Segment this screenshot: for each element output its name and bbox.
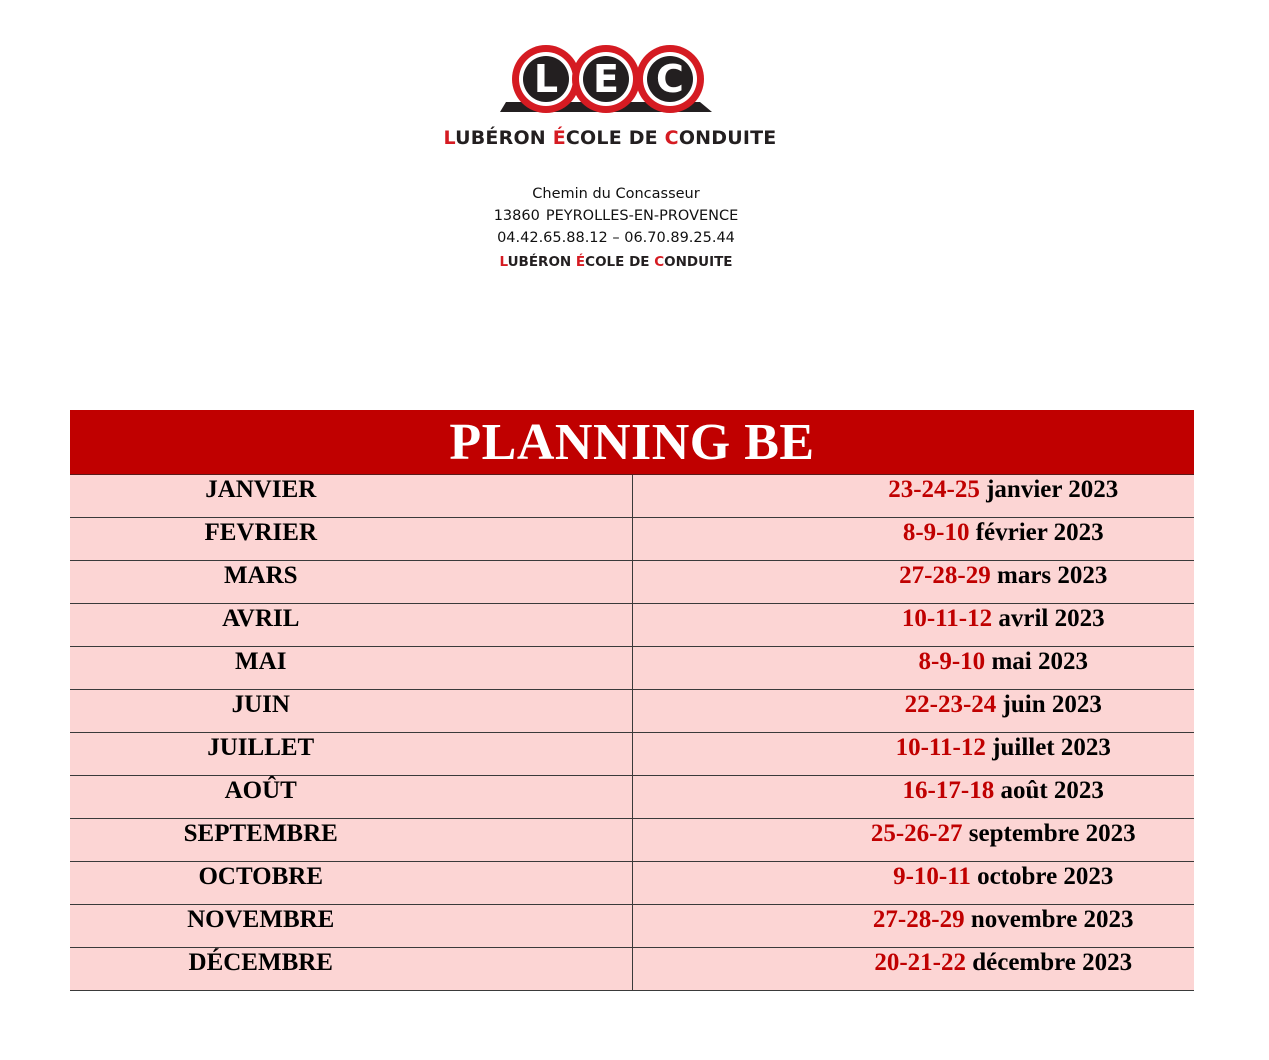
session-dates <box>873 906 1134 934</box>
session-days: 10-11-12 <box>895 734 986 761</box>
session-days: 16-17-18 <box>902 777 995 804</box>
session-month-year: décembre 2023 <box>965 949 1133 976</box>
session-days: 10-11-12 <box>901 605 993 632</box>
dates-cell <box>632 518 1194 561</box>
session-month-year: janvier 2023 <box>979 476 1119 503</box>
address-zip: 13860 <box>493 208 540 224</box>
dates-cell <box>632 690 1194 733</box>
brand-word: ONDUITE <box>664 254 733 270</box>
planning-rows <box>70 475 1194 991</box>
session-month-year: octobre 2023 <box>970 863 1114 890</box>
session-dates <box>871 820 1136 848</box>
month-cell <box>70 518 632 561</box>
logo-letter-e: E <box>593 57 619 101</box>
month-cell <box>70 604 632 647</box>
month-name: OCTOBRE <box>198 863 324 890</box>
dates-cell <box>632 604 1194 647</box>
month-name: SEPTEMBRE <box>183 820 338 847</box>
session-days: 27-28-29 <box>872 906 965 933</box>
month-cell <box>70 776 632 819</box>
month-name: JUIN <box>231 691 290 718</box>
session-days: 20-21-22 <box>874 949 966 976</box>
table-row <box>70 561 1194 604</box>
session-month-year: septembre 2023 <box>962 820 1136 847</box>
session-month-year: mars 2023 <box>990 562 1108 589</box>
logo-letter-c: C <box>656 57 684 101</box>
table-row <box>70 905 1194 948</box>
session-days: 8-9-10 <box>902 519 970 546</box>
brand-initial: L <box>499 254 508 270</box>
logo-letter-l: L <box>533 57 559 101</box>
session-dates <box>905 691 1102 719</box>
session-days: 9-10-11 <box>893 863 971 890</box>
month-cell <box>70 690 632 733</box>
brand-word: UBÉRON <box>455 127 553 149</box>
brand-word: UBÉRON <box>507 254 576 270</box>
session-days: 25-26-27 <box>870 820 963 847</box>
dates-cell <box>632 475 1194 518</box>
session-month-year: avril 2023 <box>992 605 1105 632</box>
session-month-year: août 2023 <box>994 777 1104 804</box>
session-dates <box>874 949 1132 977</box>
session-days: 27-28-29 <box>899 562 991 589</box>
month-name: JUILLET <box>207 734 315 761</box>
month-name: MAI <box>235 648 287 675</box>
dates-cell <box>632 647 1194 690</box>
session-month-year: novembre 2023 <box>964 906 1134 933</box>
session-days: 23-24-25 <box>888 476 980 503</box>
address-city-line <box>0 205 1232 227</box>
table-row <box>70 475 1194 518</box>
brand-word: COLE DE <box>565 127 665 149</box>
table-row <box>70 690 1194 733</box>
planning-header-row <box>70 410 1194 475</box>
brand-initial: É <box>552 127 566 149</box>
month-cell <box>70 733 632 776</box>
address-block <box>0 183 1232 273</box>
planning-title: PLANNING BE <box>70 410 1194 475</box>
month-cell <box>70 819 632 862</box>
table-row <box>70 733 1194 776</box>
session-dates <box>903 777 1104 805</box>
month-name: FEVRIER <box>204 519 317 546</box>
session-dates <box>888 476 1118 504</box>
month-cell <box>70 905 632 948</box>
brand-initial: L <box>443 127 456 149</box>
brand-initial: C <box>654 254 665 270</box>
table-row <box>70 776 1194 819</box>
dates-cell <box>632 948 1194 991</box>
session-month-year: juillet 2023 <box>985 734 1111 761</box>
session-dates <box>896 734 1111 762</box>
brand-initial: É <box>575 254 586 270</box>
month-cell <box>70 475 632 518</box>
month-cell <box>70 561 632 604</box>
dates-cell <box>632 819 1194 862</box>
table-row <box>70 862 1194 905</box>
brand-initial: C <box>664 127 679 149</box>
month-name: AVRIL <box>222 605 300 632</box>
address-street: Chemin du Concasseur <box>532 186 700 202</box>
address-phones: 04.42.65.88.12 – 06.70.89.25.44 <box>497 230 735 246</box>
dates-cell <box>632 862 1194 905</box>
month-name: DÉCEMBRE <box>188 949 333 976</box>
month-cell <box>70 862 632 905</box>
table-row <box>70 948 1194 991</box>
session-dates <box>893 863 1113 891</box>
session-month-year: février 2023 <box>969 519 1104 546</box>
dates-cell <box>632 733 1194 776</box>
table-row <box>70 819 1194 862</box>
session-dates <box>903 519 1104 547</box>
address-brand-name <box>0 251 1232 273</box>
session-days: 8-9-10 <box>918 648 986 675</box>
dates-cell <box>632 776 1194 819</box>
session-days: 22-23-24 <box>904 691 997 718</box>
session-dates <box>902 605 1105 633</box>
session-month-year: mai 2023 <box>985 648 1088 675</box>
table-row <box>70 604 1194 647</box>
brand-word: COLE DE <box>585 254 655 270</box>
planning-table <box>70 410 1194 991</box>
table-row <box>70 518 1194 561</box>
month-name: AOÛT <box>224 777 297 804</box>
dates-cell <box>632 561 1194 604</box>
brand-word: ONDUITE <box>678 127 777 149</box>
lec-logo-mark <box>500 44 716 116</box>
month-name: NOVEMBRE <box>187 906 335 933</box>
address-city: PEYROLLES-EN-PROVENCE <box>545 208 739 224</box>
month-cell <box>70 647 632 690</box>
session-dates <box>919 648 1088 676</box>
month-cell <box>70 948 632 991</box>
session-month-year: juin 2023 <box>996 691 1102 718</box>
month-name: MARS <box>223 562 298 589</box>
table-row <box>70 647 1194 690</box>
session-dates <box>899 562 1107 590</box>
month-name: JANVIER <box>205 476 317 503</box>
dates-cell <box>632 905 1194 948</box>
brand-name <box>0 127 1220 149</box>
